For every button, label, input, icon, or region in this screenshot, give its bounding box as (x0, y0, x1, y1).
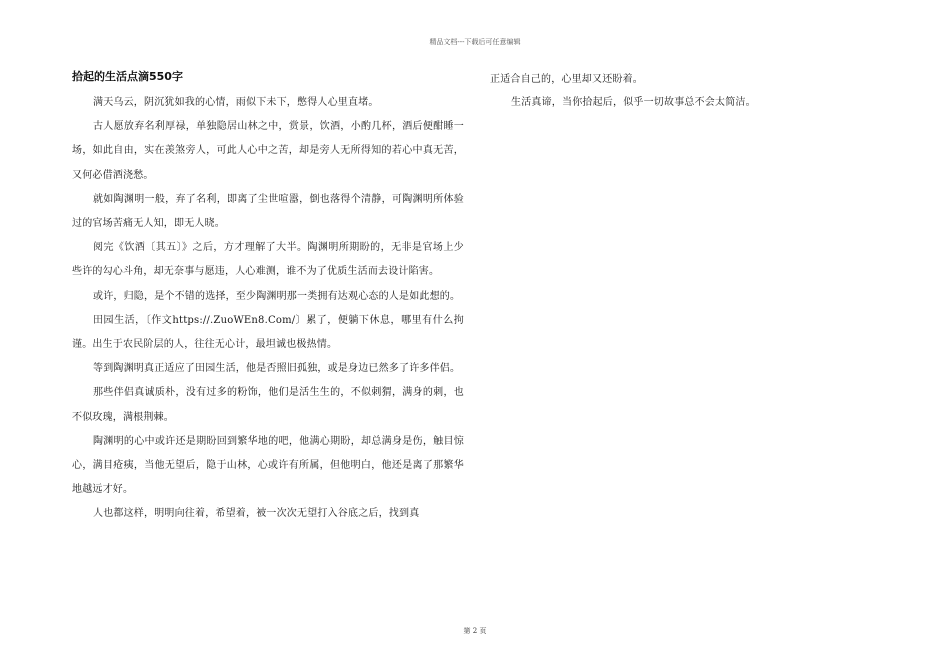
left-column (72, 68, 464, 527)
paragraph: 那些伴侣真诚质朴，没有过多的粉饰，他们是活生生的，不似刺猬，满身的刺，也不似玫瑰，满根荆棘。 (72, 387, 464, 423)
paragraph: 古人愿放弃名利厚禄，单独隐居山林之中，赏景，饮酒，小酌几杯，酒后便酣睡一场，如此自由，实在羡煞旁人，可此人心中之苦，却是旁人无所得知的若心中真无苦，又何必借酒浇愁。 (72, 121, 464, 181)
paragraph: 或许，归隐，是个不错的选择，至少陶渊明那一类拥有达观心态的人是如此想的。 (93, 290, 461, 302)
paragraph: 田园生活，〔作文https://.ZuoWEn8.Com/〕累了，便躺下休息，哪里有什么拘谨。出生于农民阶层的人，往往无心计，最坦诚也极热情。 (72, 314, 464, 351)
paragraph: 生活真谛，当你拾起后，似乎一切故事总不会太简洁。 (511, 97, 756, 109)
paragraph: 人也都这样，明明向往着，希望着，被一次次无望打入谷底之后，找到真 (93, 508, 420, 520)
paragraph: 陶渊明的心中或许还是期盼回到繁华地的吧，他满心期盼，却总满身是伤，触目惊心，满目疮痍，当他无望后，隐于山林，心或许有所属，但他明白，他还是离了那繁华地越远才好。 (72, 435, 464, 496)
page-header: 精品文档---下载后可任意编辑 (429, 38, 521, 46)
paragraph: 等到陶渊明真正适应了田园生活，他是否照旧孤独，或是身边已然多了许多伴侣。 (93, 363, 461, 375)
document-title: 拾起的生活点滴550字 (72, 70, 183, 83)
paragraph: 就如陶渊明一般，弃了名利，即离了尘世喧嚣，倒也落得个清静，可陶渊明所体验过的官场苦痛无人知，即无人晓。 (72, 193, 464, 230)
paragraph-continuation: 正适合自己的，心里却又还盼着。 (490, 74, 643, 85)
page-number: 第 2 页 (463, 627, 487, 635)
paragraph: 满天乌云，阴沉犹如我的心情，雨似下未下，憋得人心里直堵。 (93, 97, 379, 108)
right-column (490, 68, 890, 115)
paragraph: 阅完《饮酒〔其五〕》之后，方才理解了大半。陶渊明所期盼的，无非是官场上少些许的勾心斗角，却无奈事与愿违，人心难测，谁不为了优质生活而去设计陷害。 (72, 242, 464, 278)
